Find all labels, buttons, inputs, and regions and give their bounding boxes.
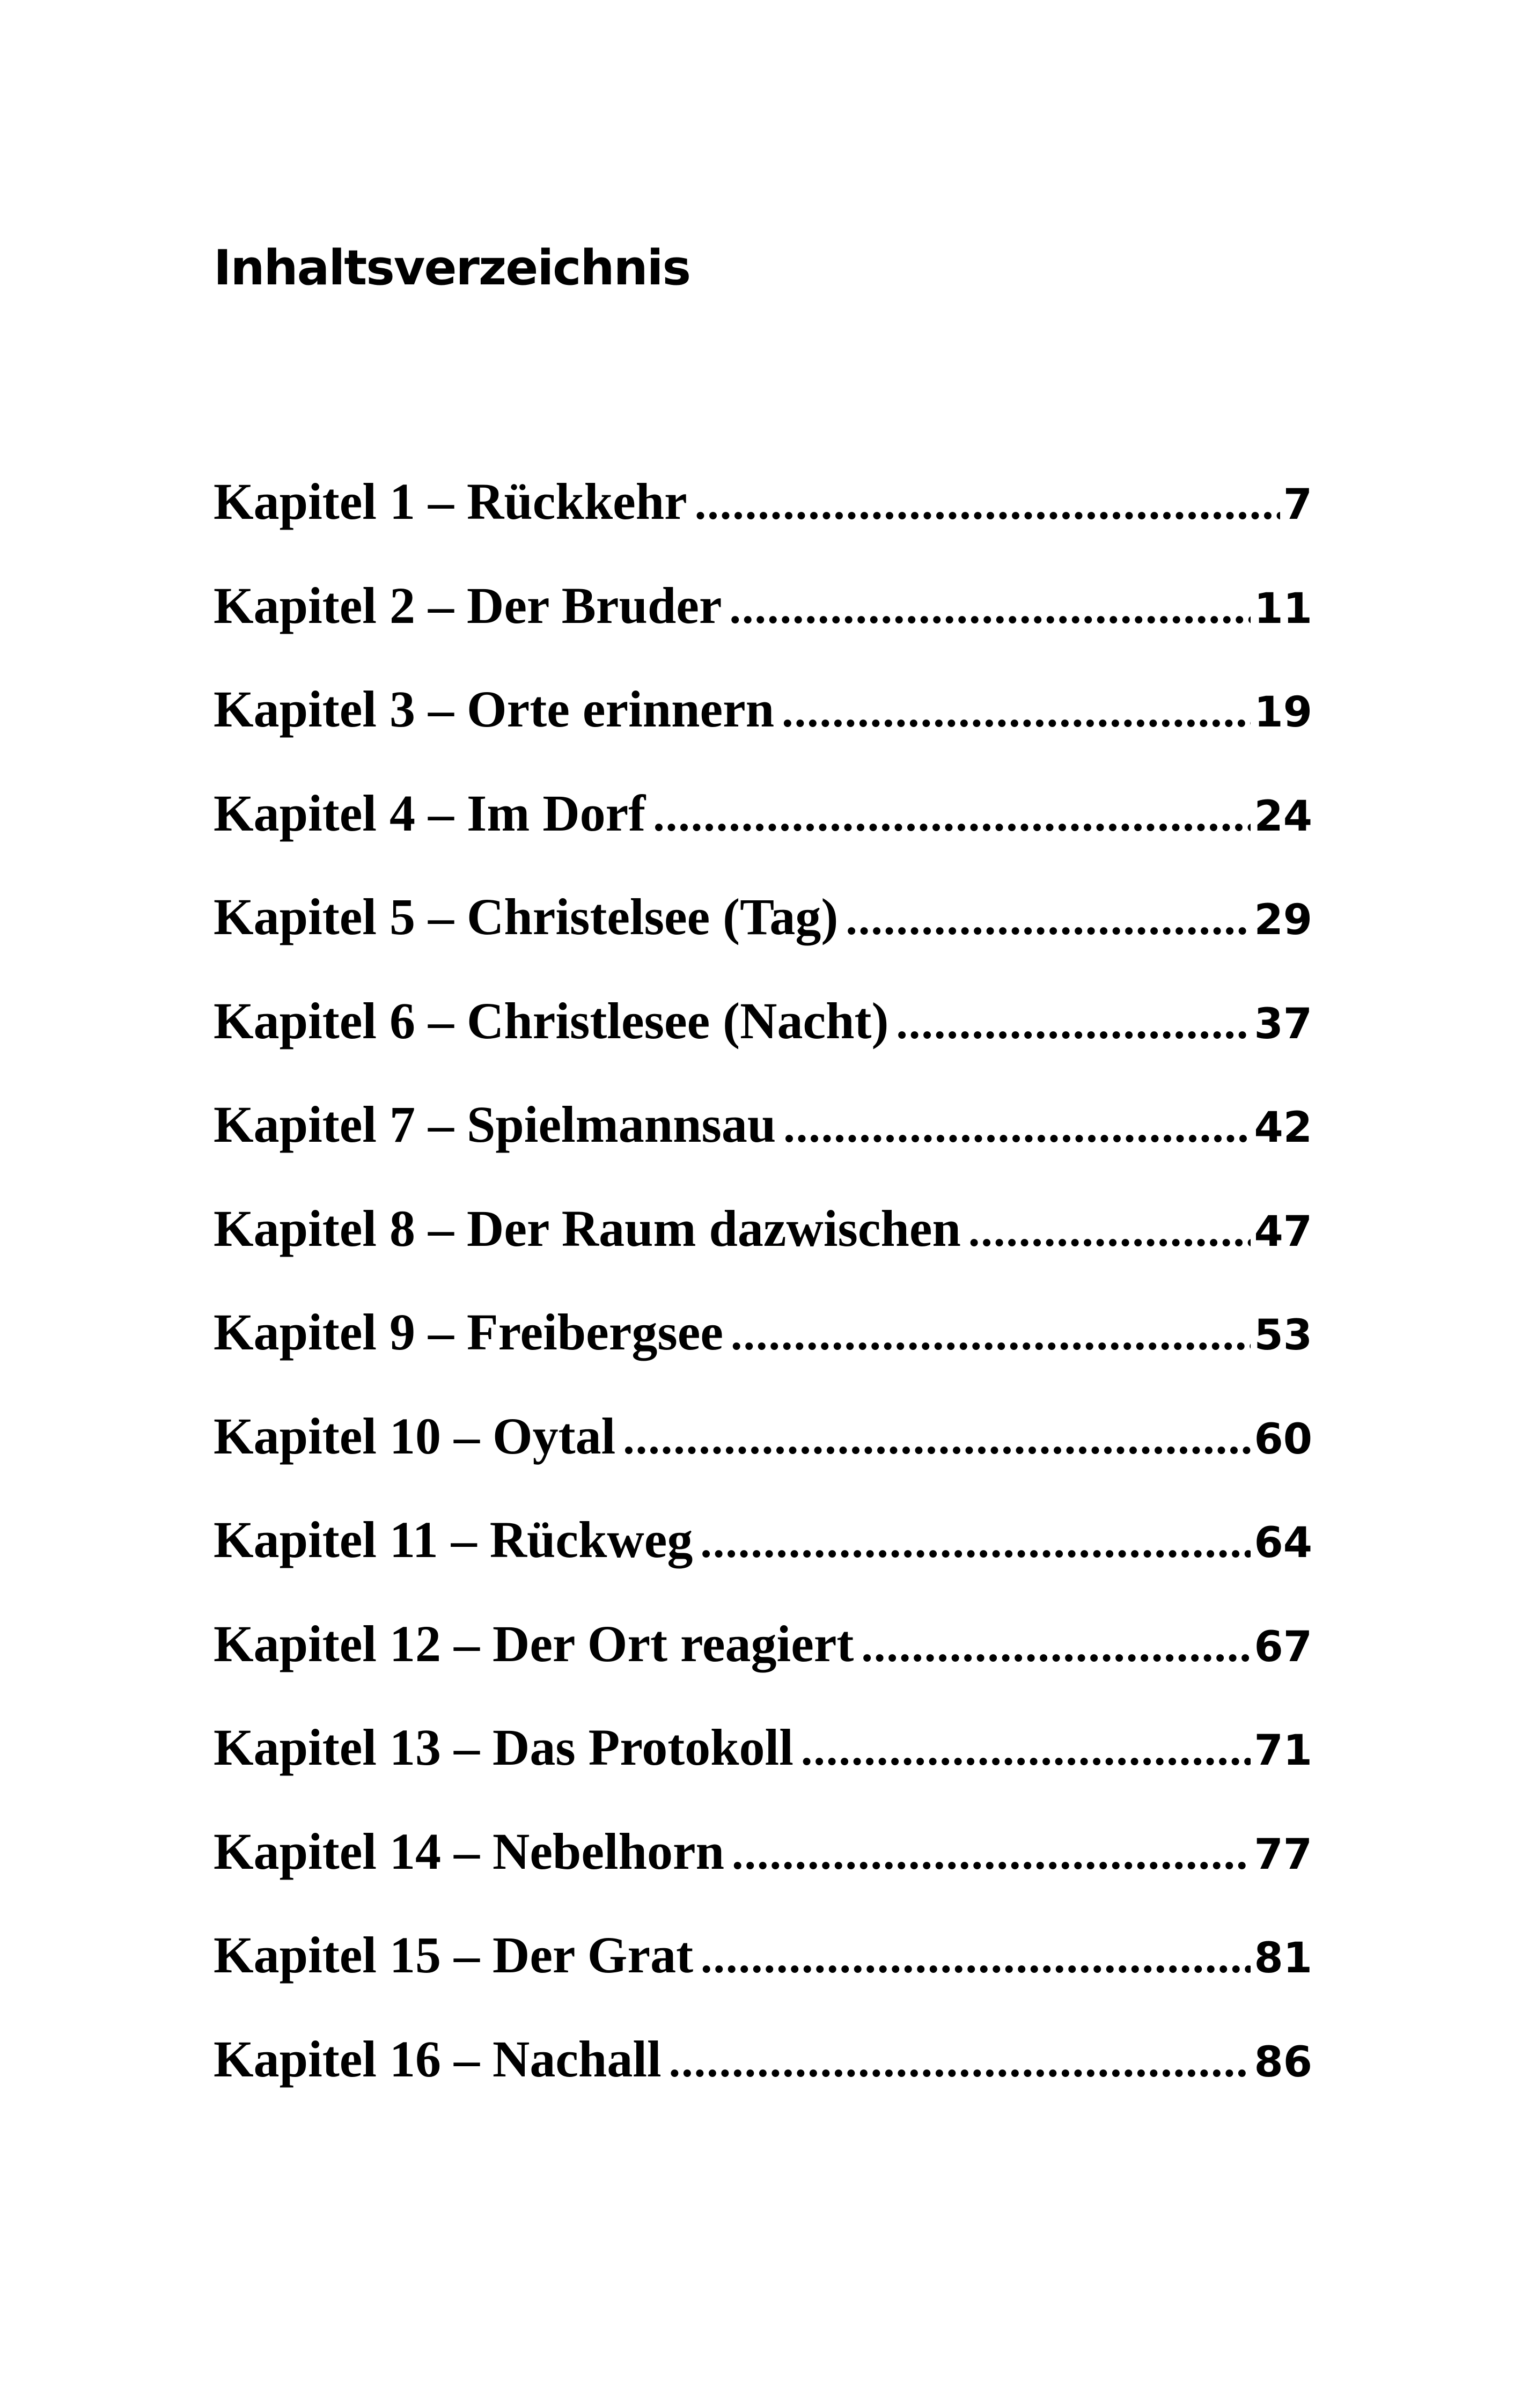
toc-entry-title: Kapitel 9 – Freibergsee <box>214 1303 723 1361</box>
dot-leader <box>623 1386 1251 1491</box>
toc-entry-page-number: 67 <box>1254 1623 1312 1671</box>
toc-entry-page-number: 64 <box>1254 1519 1312 1567</box>
table-of-contents <box>214 450 1312 2111</box>
dot-leader <box>801 1698 1251 1802</box>
toc-entry-page-number: 19 <box>1254 688 1312 737</box>
toc-entry-title: Kapitel 16 – Nachall <box>214 2030 662 2088</box>
toc-entry-page-number: 7 <box>1283 481 1312 529</box>
toc-entry-title: Kapitel 5 – Christelsee (Tag) <box>214 888 839 945</box>
toc-entry-title: Kapitel 14 – Nebelhorn <box>214 1822 724 1880</box>
toc-entry-page-number: 29 <box>1254 896 1312 944</box>
toc-entry[interactable] <box>214 1695 1312 1800</box>
toc-entry-page-number: 60 <box>1254 1415 1312 1464</box>
dot-leader <box>731 1282 1251 1386</box>
toc-entry-title: Kapitel 10 – Oytal <box>214 1407 616 1465</box>
toc-entry[interactable] <box>214 1903 1312 2007</box>
toc-entry[interactable] <box>214 1800 1312 1904</box>
toc-entry-title: Kapitel 3 – Orte erinnern <box>214 680 775 738</box>
dot-leader <box>669 2009 1251 2113</box>
toc-entry[interactable] <box>214 450 1312 554</box>
dot-leader <box>846 867 1251 971</box>
dot-leader <box>695 452 1280 556</box>
toc-entry-title: Kapitel 11 – Rückweg <box>214 1511 693 1568</box>
toc-entry-title: Kapitel 7 – Spielmannsau <box>214 1096 776 1153</box>
toc-entry[interactable] <box>214 657 1312 761</box>
dot-leader <box>861 1594 1251 1698</box>
toc-entry[interactable] <box>214 554 1312 658</box>
toc-entry-page-number: 77 <box>1254 1830 1312 1879</box>
toc-entry[interactable] <box>214 969 1312 1073</box>
toc-entry-page-number: 42 <box>1254 1104 1312 1152</box>
toc-entry-page-number: 47 <box>1254 1207 1312 1256</box>
toc-entry-title: Kapitel 13 – Das Protokoll <box>214 1719 793 1776</box>
page-title: Inhaltsverzeichnis <box>214 240 690 296</box>
dot-leader <box>700 1490 1251 1594</box>
toc-entry-title: Kapitel 1 – Rückkehr <box>214 473 687 530</box>
toc-entry[interactable] <box>214 1280 1312 1384</box>
toc-entry[interactable] <box>214 2007 1312 2111</box>
toc-entry-title: Kapitel 6 – Christlesee (Nacht) <box>214 992 889 1049</box>
toc-entry[interactable] <box>214 865 1312 969</box>
toc-entry-page-number: 86 <box>1254 2038 1312 2087</box>
dot-leader <box>968 1179 1251 1283</box>
dot-leader <box>732 1802 1251 1906</box>
dot-leader <box>729 556 1251 660</box>
toc-entry-page-number: 81 <box>1254 1934 1312 1983</box>
toc-entry[interactable] <box>214 1177 1312 1281</box>
toc-entry[interactable] <box>214 1384 1312 1488</box>
toc-entry-page-number: 11 <box>1254 584 1312 633</box>
toc-entry-page-number: 53 <box>1254 1311 1312 1360</box>
dot-leader <box>783 1075 1251 1179</box>
dot-leader <box>896 971 1251 1075</box>
toc-entry-page-number: 24 <box>1254 792 1312 841</box>
toc-entry[interactable] <box>214 1073 1312 1177</box>
toc-entry-page-number: 71 <box>1254 1727 1312 1775</box>
toc-entry-title: Kapitel 4 – Im Dorf <box>214 784 646 842</box>
toc-entry-page-number: 37 <box>1254 1000 1312 1048</box>
dot-leader <box>701 1905 1251 2009</box>
dot-leader <box>782 659 1251 763</box>
toc-entry-title: Kapitel 12 – Der Ort reagiert <box>214 1614 854 1672</box>
toc-entry[interactable] <box>214 1592 1312 1696</box>
toc-entry-title: Kapitel 2 – Der Bruder <box>214 576 722 634</box>
toc-entry-title: Kapitel 15 – Der Grat <box>214 1926 694 1984</box>
toc-entry-title: Kapitel 8 – Der Raum dazwischen <box>214 1199 961 1257</box>
toc-entry[interactable] <box>214 1488 1312 1592</box>
toc-entry[interactable] <box>214 761 1312 865</box>
dot-leader <box>653 763 1251 868</box>
